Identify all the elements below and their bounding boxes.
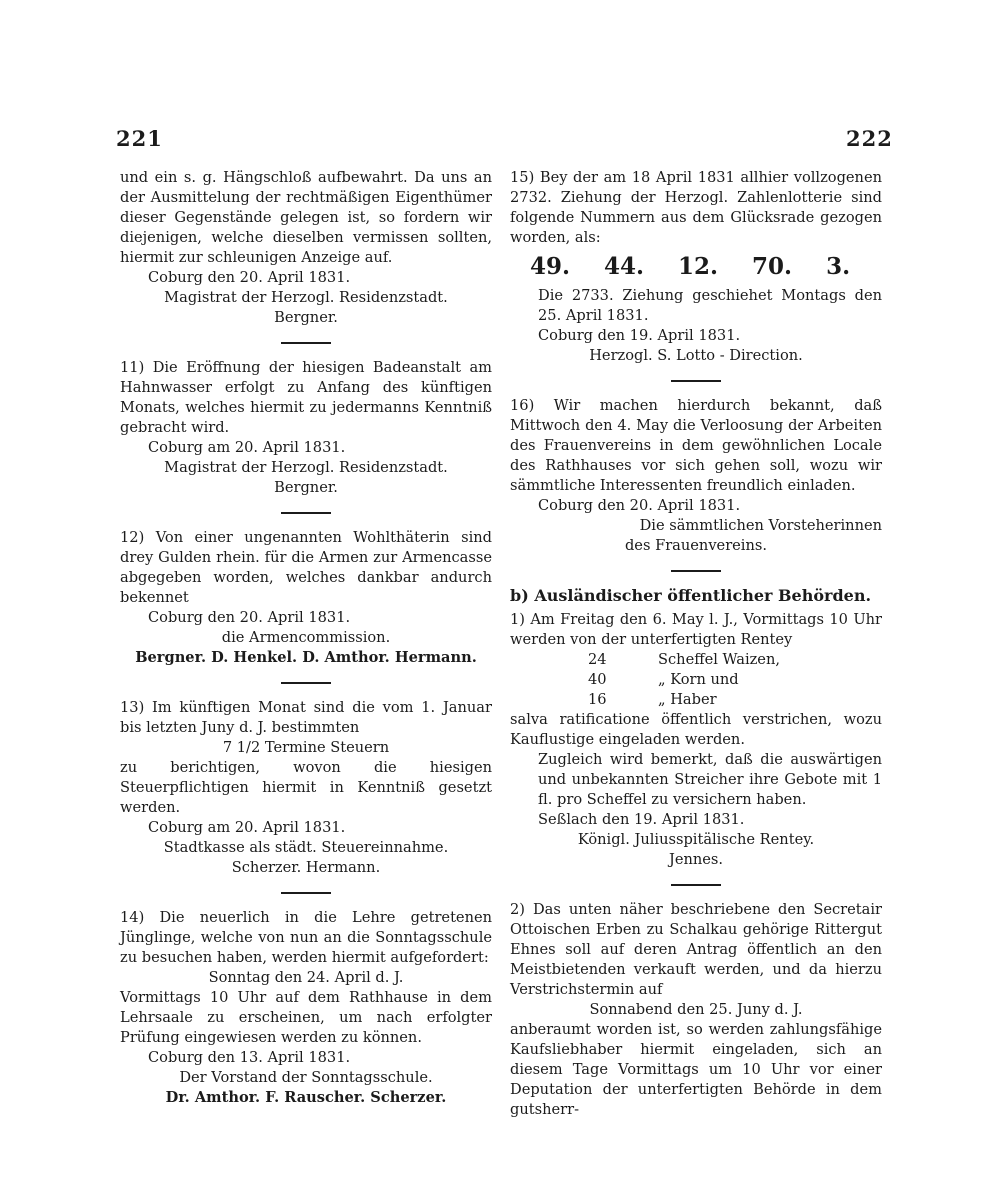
notice-signer: Scherzer. Hermann. [231,859,381,876]
notice-signature: Der Vorstand der Sonntagsschule. [179,1069,433,1086]
list-item [588,690,882,710]
notice-body-continued: zu berichtigen, wovon die hiesigen Steuerpflichtigen hiermit in Kenntniß gesetzt werden. [120,759,492,816]
item-quantity: 16 [588,691,607,708]
notice-body: 11) Die Eröffnung der hiesigen Badeanstalt am Hahnwasser erfolgt zu Anfang des künftigen Monats, welches hiermit zu jedermanns Kenntniß gebracht wird. [120,359,492,436]
page-number-right: 222 [846,126,893,151]
notice-signature: Königl. Juliusspitälische Rentey. [577,831,815,848]
separator [281,682,331,684]
notice-center-line: 7 1/2 Termine Steuern [222,739,390,756]
notice-13 [120,698,492,878]
notice-signature: Stadtkasse als städt. Steuereinnahme. [163,839,449,856]
notice-10 [120,168,492,328]
lottery-number: 12. [678,253,719,280]
notice-signer: Dr. Amthor. F. Rauscher. Scherzer. [165,1089,447,1106]
notice-body-continued: Vormittags 10 Uhr auf dem Rathhause in dem Lehrsaale zu erscheinen, um nach erfolgter Prüfung eingewiesen werden zu können. [120,989,492,1046]
lottery-number: 44. [604,253,645,280]
lottery-number: 49. [530,253,571,280]
notice-signature: Die sämmtlichen Vorsteherinnen [639,517,882,534]
notice-body: 2) Das unten näher beschriebene den Secretair Ottoischen Erben zu Schalkau gehörige Rittergut Ehnes soll auf deren Antrag öffentlich an den Meistbietenden verkauft werden, und da hierzu Verstrichstermin auf [510,901,882,998]
item-quantity: 24 [588,651,607,668]
notice-b2 [510,900,882,1120]
notice-12 [120,528,492,668]
notice-body: 14) Die neuerlich in die Lehre getretenen Jünglinge, welche von nun an die Sonntagsschule zu besuchen haben, werden hiermit aufgefordert: [120,909,492,966]
notice-signer: des Frauenvereins. [624,537,768,554]
notice-signature: Magistrat der Herzogl. Residenzstadt. [164,459,448,476]
item-name: „ Korn und [658,671,739,688]
notice-body-continued: salva ratificatione öffentlich verstrichen, wozu Kauflustige eingeladen werden. [510,711,882,748]
notice-date: Coburg den 20. April 1831. [148,609,351,626]
notice-body: 16) Wir machen hierdurch bekannt, daß Mittwoch den 4. May die Verloosung der Arbeiten des Frauenvereins in dem gewöhnlichen Locale des Rathhauses vor sich gehen soll, wozu wir sämmtliche Interessenten freundlich einladen. [510,397,882,494]
notice-signer: Bergner. [274,479,338,496]
notice-body-continued: Zugleich wird bemerkt, daß die auswärtigen und unbekannten Streicher ihre Gebote mit 1 fl. pro Scheffel zu versichern haben. [538,751,882,808]
notice-body: 15) Bey der am 18 April 1831 allhier vollzogenen 2732. Ziehung der Herzogl. Zahlenlotterie sind folgende Nummern aus dem Glücksrade gezogen worden, als: [510,169,882,246]
separator [281,342,331,344]
separator [671,380,721,382]
notice-body: und ein s. g. Hängschloß aufbewahrt. Da uns an der Ausmittelung der rechtmäßigen Eigenthümer dieser Gegenstände gelegen ist, so fordern wir diejenigen, welche dieselben vermissen sollten, hiermit zur schleunigen Anzeige auf. [120,169,492,266]
notice-signature: Magistrat der Herzogl. Residenzstadt. [164,289,448,306]
list-item [588,670,882,690]
notice-date: Coburg am 20. April 1831. [148,439,346,456]
notice-16 [510,396,882,556]
notice-center-line: Sonntag den 24. April d. J. [208,969,404,986]
lottery-number: 3. [826,253,851,280]
lottery-number: 70. [752,253,793,280]
notice-signer: Bergner. D. Henkel. D. Amthor. Hermann. [135,649,477,666]
notice-signature: die Armencommission. [221,629,391,646]
notice-15 [510,168,882,366]
left-column [120,168,492,1108]
notice-signer: Bergner. [274,309,338,326]
notice-14 [120,908,492,1108]
separator [281,512,331,514]
notice-date: Coburg den 20. April 1831. [148,269,351,286]
separator [671,884,721,886]
notice-date: Seßlach den 19. April 1831. [538,811,745,828]
notice-date: Coburg den 13. April 1831. [148,1049,351,1066]
separator [281,892,331,894]
item-name: „ Haber [658,691,717,708]
notice-body: 1) Am Freitag den 6. May l. J., Vormittags 10 Uhr werden von der unterfertigten Rentey [510,611,882,648]
notice-11 [120,358,492,498]
right-column [510,168,882,1120]
item-quantity: 40 [588,671,607,688]
page-number-left: 221 [116,126,163,151]
notice-center-line: Sonnabend den 25. Juny d. J. [589,1001,803,1018]
notice-body: 12) Von einer ungenannten Wohlthäterin sind drey Gulden rhein. für die Armen zur Armencasse abgegeben worden, welches dankbar andurch bekennet [120,529,492,606]
notice-b1 [510,610,882,870]
notice-signer: Jennes. [668,851,724,868]
section-heading: b) Ausländischer öffentlicher Behörden. [510,586,872,605]
notice-body-continued: anberaumt worden ist, so werden zahlungsfähige Kaufsliebhaber hiermit eingeladen, sich an diesem Tage Vormittags um 10 Uhr vor einer Deputation der unterfertigten Behörde in dem gutsherr- [510,1021,882,1118]
notice-date: Coburg den 20. April 1831. [538,497,741,514]
lottery-numbers [510,250,882,284]
notice-body: 13) Im künftigen Monat sind die vom 1. Januar bis letzten Juny d. J. bestimmten [120,699,492,736]
notice-signature: Herzogl. S. Lotto - Direction. [589,347,803,364]
notice-body-continued: Die 2733. Ziehung geschiehet Montags den 25. April 1831. [538,287,882,324]
notice-date: Coburg den 19. April 1831. [538,327,741,344]
separator [671,570,721,572]
item-name: Scheffel Waizen, [658,651,780,668]
notice-date: Coburg am 20. April 1831. [148,819,346,836]
grain-list [510,650,882,710]
list-item [588,650,882,670]
